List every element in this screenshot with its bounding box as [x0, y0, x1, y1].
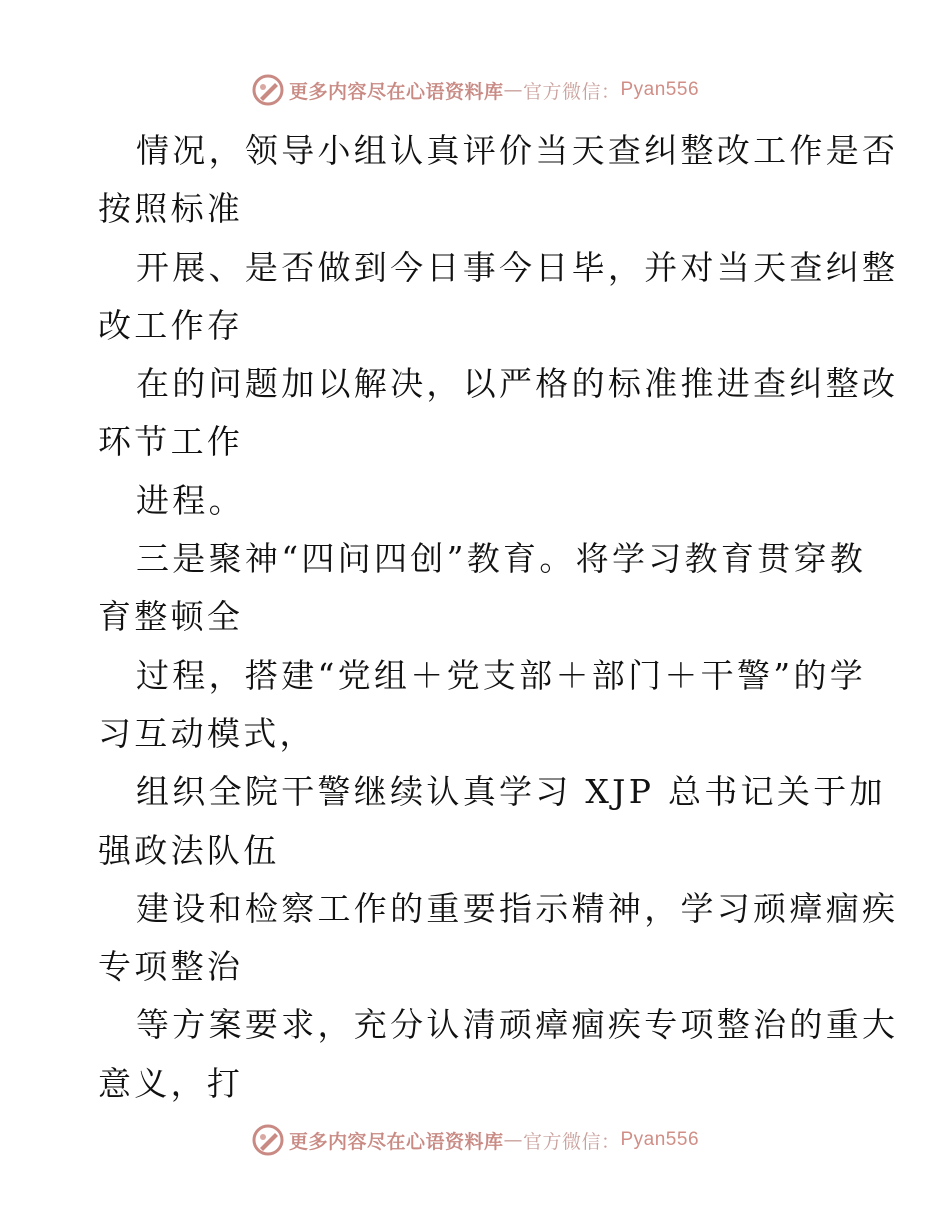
text-line: 按照标准: [98, 189, 244, 229]
text-line: 过程，搭建“党组＋党支部＋部门＋干警”的学: [136, 655, 867, 695]
text-line: 育整顿全: [98, 597, 244, 637]
watermark-brand: 更多内容尽在心语资料库: [288, 1130, 504, 1153]
pen-seal-icon: [251, 1123, 285, 1157]
text-line: 开展、是否做到今日事今日毕，并对当天查纠整: [136, 247, 899, 287]
watermark-brand: 更多内容尽在心语资料库: [288, 80, 504, 103]
text-line: 专项整治: [98, 947, 244, 987]
header-watermark: [0, 70, 950, 110]
text-line: 改工作存: [98, 305, 244, 345]
text-line: 意义，打: [98, 1063, 244, 1103]
watermark-dash: —: [503, 1129, 523, 1151]
text-line: 情况，领导小组认真评价当天查纠整改工作是否: [136, 131, 899, 170]
watermark-wechat-id: Pyan556: [620, 79, 700, 100]
text-line: 组织全院干警继续认真学习 XJP 总书记关于加: [136, 772, 886, 812]
watermark-wechat-label: 官方微信：: [522, 1130, 621, 1153]
text-line: 等方案要求，充分认清顽瘴痼疾专项整治的重大: [136, 1005, 899, 1045]
text-line: 习互动模式，: [98, 713, 316, 753]
text-line: 环节工作: [98, 422, 244, 462]
text-line: 进程。: [136, 480, 245, 520]
document-body: [98, 122, 899, 1113]
watermark-dash: —: [503, 79, 523, 101]
footer-watermark: [0, 1120, 950, 1160]
pen-seal-icon: [251, 73, 285, 107]
text-line: 强政法队伍: [98, 830, 280, 870]
watermark-wechat-id: Pyan556: [620, 1129, 700, 1150]
text-line: 三是聚神“四问四创”教育。将学习教育贯穿教: [136, 539, 867, 579]
watermark-wechat-label: 官方微信：: [522, 80, 621, 103]
text-line: 在的问题加以解决，以严格的标准推进查纠整改: [136, 364, 899, 404]
text-line: 建设和检察工作的重要指示精神，学习顽瘴痼疾: [136, 888, 899, 928]
